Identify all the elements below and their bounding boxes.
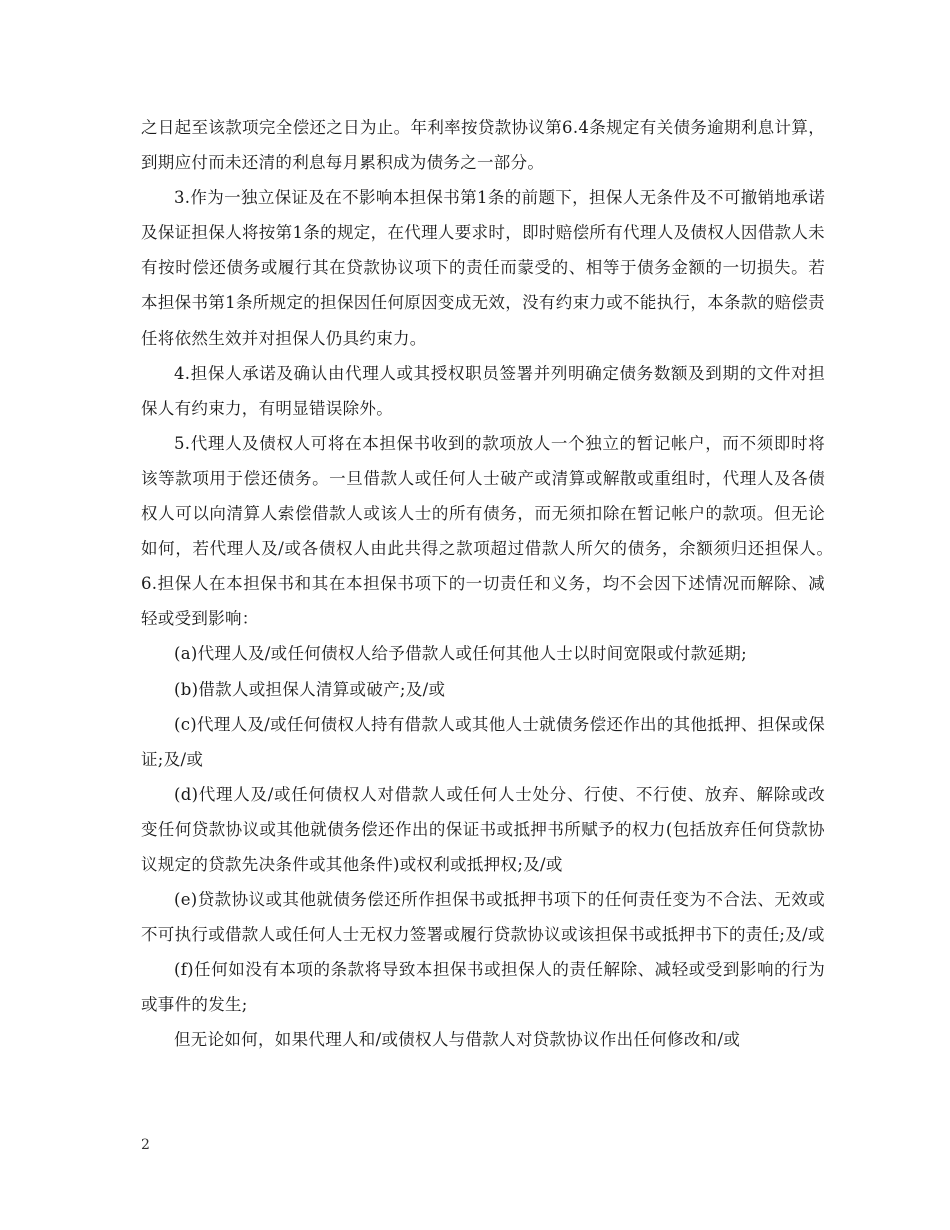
paragraph-item-c: (c)代理人及/或任何债权人持有借款人或其他人士就债务偿还作出的其他抵押、担保或保证;及/或 (141, 714, 825, 769)
paragraph-item-b: (b)借款人或担保人清算或破产;及/或 (174, 679, 446, 699)
paragraph-clause-4: 4.担保人承诺及确认由代理人或其授权职员签署并列明确定债务数额及到期的文件对担保人有约束力，有明显错误除外。 (141, 363, 825, 418)
paragraph-item-d: (d)代理人及/或任何债权人对借款人或任何人士处分、行使、不行使、放弃、解除或改变任何贷款协议或其他就债务偿还作出的保证书或抵押书所赋予的权力(包括放弃任何贷款协议规定的贷款先决条件或其他条件)或权利或抵押权;及/或 (141, 784, 825, 874)
paragraph-item-e: (e)贷款协议或其他就债务偿还所作担保书或抵押书项下的任何责任变为不合法、无效或不可执行或借款人或任何人士无权力签署或履行贷款协议或该担保书或抵押书下的责任;及/或 (141, 890, 825, 945)
document-body (141, 110, 842, 1058)
paragraph-continuation: 之日起至该款项完全偿还之日为止。年利率按贷款协议第6.4条规定有关债务逾期利息计算，到期应付而未还清的利息每月累积成为债务之一部分。 (141, 118, 825, 173)
paragraph-item-a: (a)代理人及/或任何债权人给予借款人或任何其他人士以时间宽限或付款延期; (174, 644, 747, 664)
paragraph-final: 但无论如何，如果代理人和/或债权人与借款人对贷款协议作出任何修改和/或 (174, 1030, 741, 1050)
page-number: 2 (141, 1137, 150, 1153)
paragraph-clause-5-6: 5.代理人及债权人可将在本担保书收到的款项放人一个独立的暂记帐户，而不须即时将该等款项用于偿还债务。一旦借款人或任何人士破产或清算或解散或重组时，代理人及各债权人可以向清算人索偿借款人或该人士的所有债务，而无须扣除在暂记帐户的款项。但无论如何，若代理人及/或各债权人由此共得之款项超过借款人所欠的债务，余额须归还担保人。 6.担保人在本担保书和其在本担保书项下的一切责任和义务，均不会因下述情况而解除、减轻或受到影响： (141, 433, 842, 629)
paragraph-clause-3: 3.作为一独立保证及在不影响本担保书第1条的前题下，担保人无条件及不可撤销地承诺及保证担保人将按第1条的规定，在代理人要求时，即时赔偿所有代理人及债权人因借款人未有按时偿还债务或履行其在贷款协议项下的责任而蒙受的、相等于债务金额的一切损失。若本担保书第1条所规定的担保因任何原因变成无效，没有约束力或不能执行，本条款的赔偿责任将依然生效并对担保人仍具约束力。 (141, 188, 825, 348)
paragraph-item-f: (f)任何如没有本项的条款将导致本担保书或担保人的责任解除、减轻或受到影响的行为或事件的发生; (141, 960, 825, 1015)
